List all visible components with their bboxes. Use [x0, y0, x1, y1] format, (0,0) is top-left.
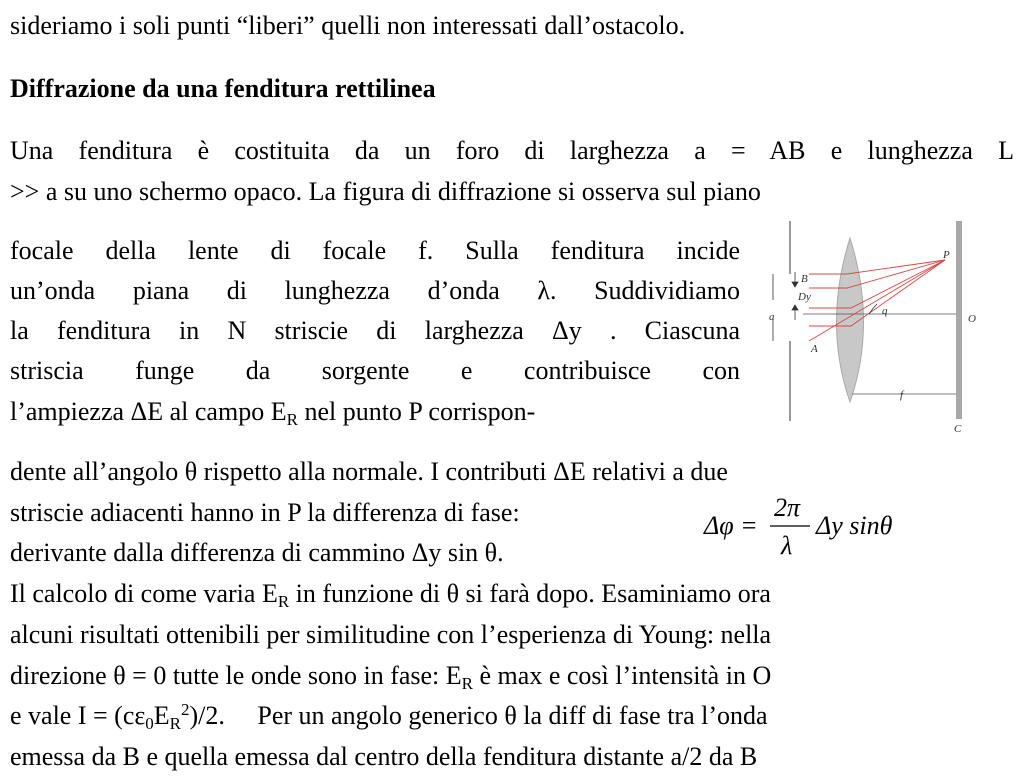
paragraph-3-line-1: [10, 574, 771, 614]
label-b: B: [801, 273, 808, 285]
paragraph-3-line-4-text-c: )/2. Per un angolo generico θ la diff di fase tra l’onda: [189, 701, 768, 730]
subscript-zero: 0: [145, 714, 154, 733]
paragraph-3-line-2: alcuni risultati ottenibili per similitudine con l’esperienza di Young: nella: [10, 620, 772, 649]
paragraph-3-line-4-text-e: E: [153, 701, 170, 730]
phase-difference-formula: [700, 488, 920, 566]
label-p: P: [943, 249, 950, 261]
red-rays: [809, 260, 945, 341]
label-f: f: [900, 389, 904, 401]
label-a: a: [769, 311, 775, 323]
formula-numerator: 2π: [774, 493, 801, 522]
subscript-r: R: [286, 410, 298, 429]
paragraph-3-line-3-text-b: è max e così l’intensità in O: [473, 661, 772, 690]
section-heading: Diffrazione da una fenditura rettilinea: [10, 74, 436, 103]
label-c: C: [954, 423, 962, 435]
label-o: O: [968, 313, 976, 325]
label-a-upper: A: [811, 343, 818, 355]
subscript-r: R: [461, 674, 474, 693]
formula-rhs: Δy sinθ: [816, 511, 893, 540]
column-line-1: focale della lente di focale f. Sulla fenditura incide: [10, 236, 740, 265]
paragraph-2-line-3: derivante dalla differenza di cammino Δy sin θ.: [10, 538, 504, 567]
paragraph-3-line-4: [10, 696, 768, 736]
paragraph-2-line-1: dente all’angolo θ rispetto alla normale. I contributi ΔE relativi a due: [10, 457, 728, 486]
column-line-5: [10, 392, 535, 432]
aperture-arrows: [773, 272, 798, 341]
column-line-5-text-a: l’ampiezza ΔE al campo E: [10, 397, 287, 426]
paragraph-3-line-4-text-a: e vale I = (cε: [10, 701, 146, 730]
formula-lhs: Δφ =: [704, 511, 758, 540]
formula-denominator: λ: [781, 531, 793, 560]
label-dy: Dy: [798, 291, 811, 303]
paragraph-3-line-5: emessa da B e quella emessa dal centro della fenditura distante a/2 da B: [10, 742, 758, 771]
paragraph-3-line-3: [10, 656, 771, 696]
paragraph-3-line-1-text-b: in funzione di θ si farà dopo. Esaminiamo ora: [289, 579, 771, 608]
superscript-two: 2: [181, 700, 190, 719]
paragraph-1-line-2: >> a su uno schermo opaco. La figura di diffrazione si osserva sul piano: [10, 177, 761, 206]
text-line-1: sideriamo i soli punti “liberi” quelli non interessati dall’ostacolo.: [10, 11, 686, 40]
paragraph-3-line-1-text-a: Il calcolo di come varia E: [10, 579, 278, 608]
diffraction-diagram: [765, 216, 985, 438]
paragraph-3-line-3-text-a: direzione θ = 0 tutte le onde sono in fase: E: [10, 661, 462, 690]
column-line-5-text-b: nel punto P corrispon-: [297, 397, 536, 426]
column-line-2: un’onda piana di lunghezza d’onda λ. Suddividiamo: [10, 276, 740, 305]
label-theta: q: [882, 305, 888, 317]
column-line-4: striscia funge da sorgente e contribuisce con: [10, 356, 740, 385]
paragraph-2-line-2: striscie adiacenti hanno in P la differenza di fase:: [10, 498, 520, 527]
subscript-r: R: [277, 592, 290, 611]
column-line-3: la fenditura in N striscie di larghezza Δy . Ciascuna: [10, 316, 740, 345]
paragraph-1-line-1: Una fenditura è costituita da un foro di larghezza a = AB e lunghezza L: [10, 136, 1014, 165]
subscript-r: R: [169, 714, 182, 733]
